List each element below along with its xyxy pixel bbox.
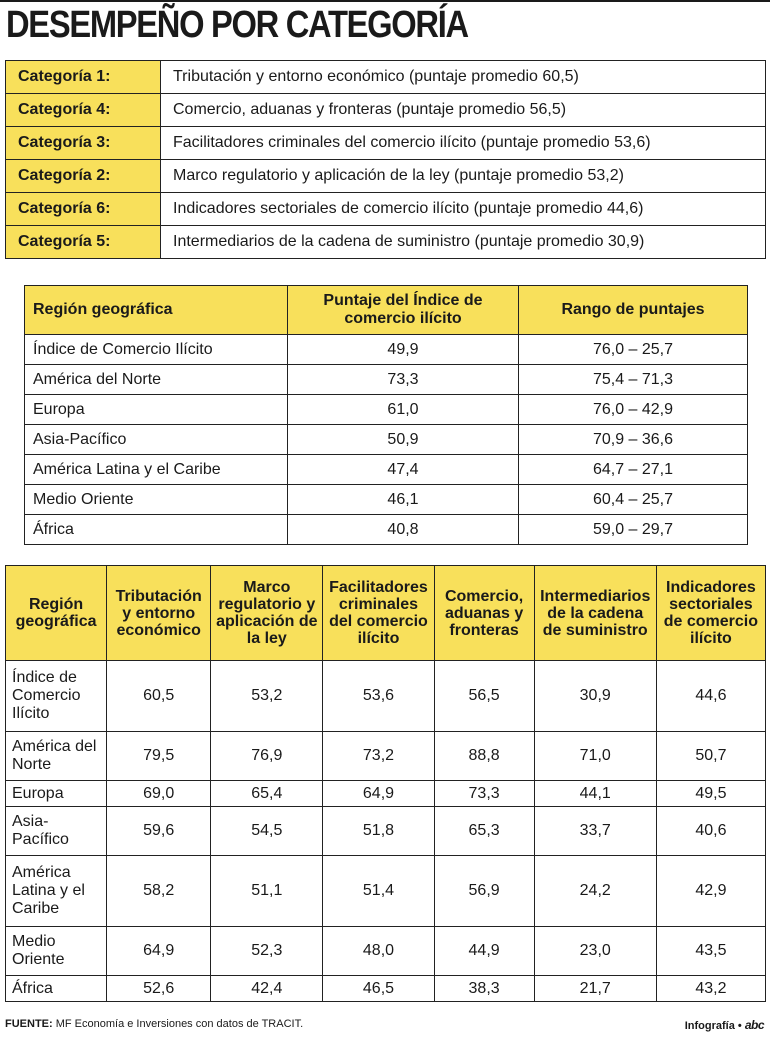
table-cell: 46,5: [323, 976, 434, 1002]
table-cell: 51,1: [211, 856, 323, 927]
table-cell: 65,3: [434, 807, 534, 856]
table-cell: 76,9: [211, 732, 323, 781]
table-row: [6, 807, 766, 856]
region-name: Asia-Pacífico: [6, 807, 107, 856]
table-cell: 44,9: [434, 927, 534, 976]
credit-text: Infografía •: [684, 1020, 742, 1032]
table-cell: 50,7: [656, 732, 765, 781]
table-cell: 52,6: [107, 976, 211, 1002]
column-header: Marco regulatorio y aplicación de la ley: [211, 566, 323, 661]
column-header: Rango de puntajes: [519, 286, 748, 335]
category-label: Categoría 1:: [6, 61, 161, 94]
column-header: Región geográfica: [25, 286, 288, 335]
column-header: Tributación y entorno económico: [107, 566, 211, 661]
table-row: [25, 365, 748, 395]
table-cell: 56,5: [434, 661, 534, 732]
top-rule: [0, 0, 770, 2]
table-cell: 69,0: [107, 781, 211, 807]
table-cell: 73,3: [434, 781, 534, 807]
table-row: [25, 485, 748, 515]
table-cell: 71,0: [534, 732, 656, 781]
credit: [685, 1018, 764, 1032]
category-label: Categoría 2:: [6, 160, 161, 193]
table-row: [6, 160, 766, 193]
table-row: [25, 395, 748, 425]
table-cell: 65,4: [211, 781, 323, 807]
category-description: Facilitadores criminales del comercio ilícito (puntaje promedio 53,6): [161, 127, 766, 160]
index-score: 49,9: [288, 335, 519, 365]
column-header: Facilitadores criminales del comercio ilícito: [323, 566, 434, 661]
table-row: [25, 455, 748, 485]
column-header: Comercio, aduanas y fronteras: [434, 566, 534, 661]
category-description: Intermediarios de la cadena de suministro (puntaje promedio 30,9): [161, 226, 766, 259]
table-row: [25, 335, 748, 365]
table-cell: 88,8: [434, 732, 534, 781]
column-header: Región geográfica: [6, 566, 107, 661]
table-cell: 21,7: [534, 976, 656, 1002]
index-score: 47,4: [288, 455, 519, 485]
table-cell: 58,2: [107, 856, 211, 927]
table-row: [6, 193, 766, 226]
table-cell: 42,4: [211, 976, 323, 1002]
table-cell: 53,6: [323, 661, 434, 732]
column-header: Puntaje del Índice de comercio ilícito: [288, 286, 519, 335]
table-cell: 49,5: [656, 781, 765, 807]
category-label: Categoría 4:: [6, 94, 161, 127]
table-cell: 54,5: [211, 807, 323, 856]
region-name: Índice de Comercio Ilícito: [6, 661, 107, 732]
score-range: 76,0 – 42,9: [519, 395, 748, 425]
region-name: América Latina y el Caribe: [25, 455, 288, 485]
column-header: Indicadores sectoriales de comercio ilícito: [656, 566, 765, 661]
table-header-row: [25, 286, 748, 335]
table-row: [25, 425, 748, 455]
index-score: 40,8: [288, 515, 519, 545]
index-score: 46,1: [288, 485, 519, 515]
score-range: 70,9 – 36,6: [519, 425, 748, 455]
table-row: [6, 976, 766, 1002]
category-label: Categoría 6:: [6, 193, 161, 226]
region-name: Medio Oriente: [25, 485, 288, 515]
table-cell: 40,6: [656, 807, 765, 856]
table-row: [6, 61, 766, 94]
regions-table: [24, 285, 748, 545]
region-name: África: [6, 976, 107, 1002]
table-row: [6, 94, 766, 127]
table-cell: 48,0: [323, 927, 434, 976]
region-name: Asia-Pacífico: [25, 425, 288, 455]
table-cell: 59,6: [107, 807, 211, 856]
table-cell: 51,8: [323, 807, 434, 856]
column-header: Intermediarios de la cadena de suministro: [534, 566, 656, 661]
abc-logo: abc: [744, 1018, 764, 1032]
table-cell: 64,9: [107, 927, 211, 976]
table-cell: 44,6: [656, 661, 765, 732]
region-name: América del Norte: [6, 732, 107, 781]
table-cell: 44,1: [534, 781, 656, 807]
table-row: [6, 226, 766, 259]
table-cell: 24,2: [534, 856, 656, 927]
region-name: Índice de Comercio Ilícito: [25, 335, 288, 365]
source-note: [5, 1018, 303, 1030]
table-cell: 23,0: [534, 927, 656, 976]
table-cell: 73,2: [323, 732, 434, 781]
table-row: [6, 927, 766, 976]
detail-scores-table: [5, 565, 766, 1002]
index-score: 73,3: [288, 365, 519, 395]
region-name: América Latina y el Caribe: [6, 856, 107, 927]
table-cell: 42,9: [656, 856, 765, 927]
page-title: DESEMPEÑO POR CATEGORÍA: [6, 4, 468, 46]
table-cell: 64,9: [323, 781, 434, 807]
category-description: Tributación y entorno económico (puntaje promedio 60,5): [161, 61, 766, 94]
score-range: 60,4 – 25,7: [519, 485, 748, 515]
categories-table: [5, 60, 766, 259]
category-label: Categoría 3:: [6, 127, 161, 160]
table-row: [6, 127, 766, 160]
source-text: MF Economía e Inversiones con datos de TRACIT.: [55, 1018, 304, 1030]
table-row: [6, 856, 766, 927]
table-cell: 52,3: [211, 927, 323, 976]
table-header-row: [6, 566, 766, 661]
index-score: 61,0: [288, 395, 519, 425]
table-cell: 51,4: [323, 856, 434, 927]
table-row: [25, 515, 748, 545]
category-description: Indicadores sectoriales de comercio ilícito (puntaje promedio 44,6): [161, 193, 766, 226]
region-name: África: [25, 515, 288, 545]
table-cell: 43,2: [656, 976, 765, 1002]
table-row: [6, 732, 766, 781]
table-row: [6, 781, 766, 807]
region-name: Medio Oriente: [6, 927, 107, 976]
table-cell: 53,2: [211, 661, 323, 732]
table-cell: 33,7: [534, 807, 656, 856]
table-cell: 79,5: [107, 732, 211, 781]
table-cell: 38,3: [434, 976, 534, 1002]
table-row: [6, 661, 766, 732]
region-name: América del Norte: [25, 365, 288, 395]
table-cell: 30,9: [534, 661, 656, 732]
table-cell: 43,5: [656, 927, 765, 976]
source-label: FUENTE:: [5, 1018, 53, 1030]
category-label: Categoría 5:: [6, 226, 161, 259]
category-description: Marco regulatorio y aplicación de la ley (puntaje promedio 53,2): [161, 160, 766, 193]
index-score: 50,9: [288, 425, 519, 455]
category-description: Comercio, aduanas y fronteras (puntaje promedio 56,5): [161, 94, 766, 127]
score-range: 59,0 – 29,7: [519, 515, 748, 545]
region-name: Europa: [6, 781, 107, 807]
score-range: 76,0 – 25,7: [519, 335, 748, 365]
table-cell: 56,9: [434, 856, 534, 927]
table-cell: 60,5: [107, 661, 211, 732]
region-name: Europa: [25, 395, 288, 425]
score-range: 75,4 – 71,3: [519, 365, 748, 395]
score-range: 64,7 – 27,1: [519, 455, 748, 485]
